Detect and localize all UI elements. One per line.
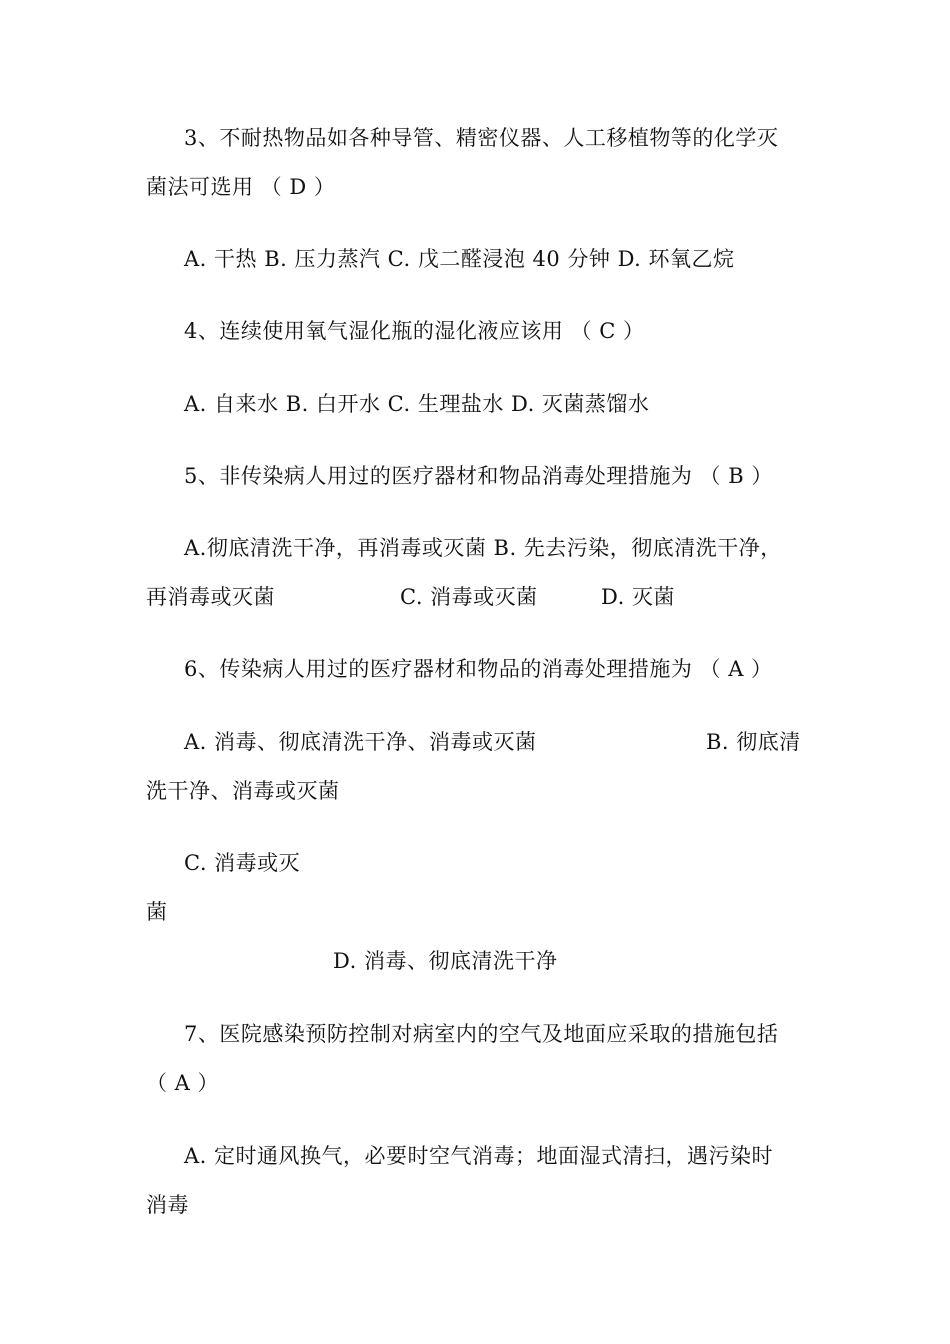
question-6-option-b-part2: 洗干净、消毒或灭菌 [146, 779, 340, 803]
question-5-option-c: C. 消毒或灭菌 [400, 585, 538, 609]
question-3-line2: 菌法可选用 （ D ） [146, 175, 336, 199]
question-4-line1: 4、连续使用氧气湿化瓶的湿化液应该用 （ C ） [184, 319, 645, 343]
question-6-option-a: A. 消毒、彻底清洗干净、消毒或灭菌 [184, 730, 537, 754]
question-3-options: A. 干热 B. 压力蒸汽 C. 戊二醛浸泡 40 分钟 D. 环氧乙烷 [184, 247, 735, 271]
question-6-option-c-part1: C. 消毒或灭 [184, 851, 301, 875]
question-7-line2: （ A ） [146, 1071, 220, 1095]
question-6-line1: 6、传染病人用过的医疗器材和物品的消毒处理措施为 （ A ） [184, 657, 773, 681]
question-7-option-line2: 消毒 [146, 1193, 189, 1217]
question-5-option-d: D. 灭菌 [601, 585, 675, 609]
question-6-option-c-part2: 菌 [146, 900, 168, 924]
question-5-line1: 5、非传染病人用过的医疗器材和物品消毒处理措施为 （ B ） [184, 464, 773, 488]
question-6-option-b-part1: B. 彻底清 [706, 730, 801, 754]
question-5-option-line1: A.彻底清洗干净，再消毒或灭菌 B. 先去污染，彻底清洗干净， [184, 536, 782, 560]
question-3-line1: 3、不耐热物品如各种导管、精密仪器、人工移植物等的化学灭 [184, 126, 779, 150]
question-4-options: A. 自来水 B. 白开水 C. 生理盐水 D. 灭菌蒸馏水 [184, 392, 650, 416]
question-5-option-a-cont: 再消毒或灭菌 [146, 585, 275, 609]
question-7-option-line1: A. 定时通风换气，必要时空气消毒；地面湿式清扫，遇污染时 [184, 1144, 774, 1168]
question-6-option-d: D. 消毒、彻底清洗干净 [333, 949, 558, 973]
question-7-line1: 7、医院感染预防控制对病室内的空气及地面应采取的措施包括 [184, 1022, 779, 1046]
